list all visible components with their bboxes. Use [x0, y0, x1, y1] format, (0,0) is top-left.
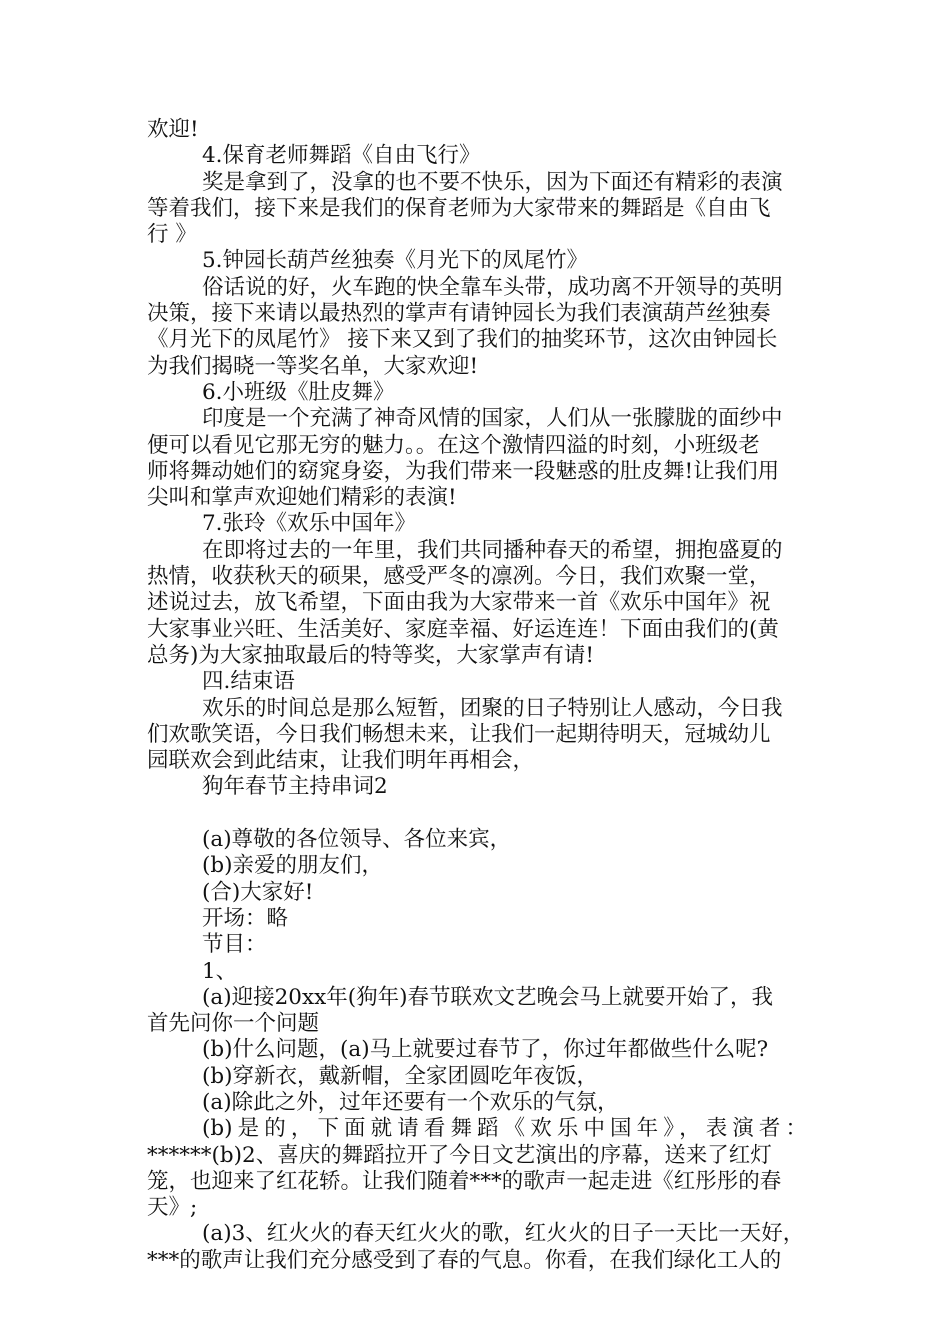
blank-line — [147, 801, 807, 827]
text-line: 印度是一个充满了神奇风情的国家，人们从一张朦胧的面纱中 — [202, 406, 783, 432]
text-line: 节目： — [202, 932, 267, 958]
text-line: 四.结束语 — [202, 669, 295, 695]
text-line: 1、 — [202, 958, 238, 984]
text-line: 为我们揭晓一等奖名单，大家欢迎! — [147, 353, 479, 379]
text-line: 欢迎! — [147, 117, 199, 142]
text-line: 总务)为大家抽取最后的特等奖，大家掌声有请! — [147, 642, 595, 668]
text-line: 决策，接下来请以最热烈的掌声有请钟园长为我们表演葫芦丝独奏 — [147, 301, 771, 327]
text-line: (b)是的，下面就请看舞蹈《欢乐中国年》，表演者： — [202, 1116, 807, 1142]
text-line: 天》; — [147, 1195, 198, 1221]
text-line: (a)3、红火火的春天红火火的歌，红火火的日子一天比一天好， — [202, 1221, 805, 1247]
text-line: 便可以看见它那无穷的魅力。。在这个激情四溢的时刻，小班级老 — [147, 432, 760, 458]
text-line: 奖是拿到了，没拿的也不要不快乐，因为下面还有精彩的表演 — [202, 169, 783, 195]
text-line: 热情，收获秋天的硕果，感受严冬的凛冽。今日，我们欢聚一堂， — [147, 564, 771, 590]
text-line: ******(b)2、喜庆的舞蹈拉开了今日文艺演出的序幕，送来了红灯 — [147, 1142, 772, 1168]
text-line: (a)尊敬的各位领导、各位来宾， — [202, 827, 512, 853]
text-line: (合)大家好! — [202, 879, 314, 905]
text-line: 6.小班级《肚皮舞》 — [202, 379, 395, 405]
text-line: 欢乐的时间总是那么短暂，团聚的日子特别让人感动，今日我 — [202, 695, 783, 721]
document-body — [147, 117, 807, 1274]
text-line: 行 》 — [147, 222, 197, 248]
text-line: (b)穿新衣，戴新帽，全家团圆吃年夜饭， — [202, 1063, 599, 1089]
text-line: 开场：略 — [202, 905, 289, 931]
text-line: 首先问你一个问题 — [147, 1011, 320, 1037]
text-line: 俗话说的好，火车跑的快全靠车头带，成功离不开领导的英明 — [202, 274, 783, 300]
text-line: (b)亲爱的朋友们， — [202, 853, 384, 879]
text-line: 《月光下的凤尾竹》 接下来又到了我们的抽奖环节，这次由钟园长 — [147, 327, 778, 353]
text-line: 大家事业兴旺、生活美好、家庭幸福、好运连连！下面由我们的(黄 — [147, 616, 779, 642]
text-line: (a)迎接20xx年(狗年)春节联欢文艺晚会马上就要开始了，我 — [202, 984, 773, 1010]
text-line: (b)什么问题，(a)马上就要过春节了，你过年都做些什么呢? — [202, 1037, 769, 1063]
text-line: 们欢歌笑语，今日我们畅想未来，让我们一起期待明天，冠城幼儿 — [147, 721, 771, 747]
text-line: 园联欢会到此结束，让我们明年再相会， — [147, 748, 535, 774]
text-line: 述说过去，放飞希望，下面由我为大家带来一首《欢乐中国年》祝 — [147, 590, 771, 616]
text-line: ***的歌声让我们充分感受到了春的气息。你看，在我们绿化工人的 — [147, 1247, 782, 1273]
text-line: 7.张玲《欢乐中国年》 — [202, 511, 417, 537]
text-line: 等着我们，接下来是我们的保育老师为大家带来的舞蹈是《自由飞 — [147, 195, 771, 221]
text-line: 尖叫和掌声欢迎她们精彩的表演! — [147, 485, 457, 511]
text-line: 4.保育老师舞蹈《自由飞行》 — [202, 143, 481, 169]
text-line: 5.钟园长葫芦丝独奏《月光下的凤尾竹》 — [202, 248, 589, 274]
text-line: 师将舞动她们的窈窕身姿，为我们带来一段魅惑的肚皮舞!让我们用 — [147, 458, 780, 484]
text-line: (a)除此之外，过年还要有一个欢乐的气氛， — [202, 1089, 619, 1115]
text-line: 在即将过去的一年里，我们共同播种春天的希望，拥抱盛夏的 — [202, 537, 783, 563]
text-line: 狗年春节主持串词2 — [202, 774, 388, 800]
text-line: 笼，也迎来了红花轿。让我们随着***的歌声一起走进《红彤彤的春 — [147, 1168, 782, 1194]
